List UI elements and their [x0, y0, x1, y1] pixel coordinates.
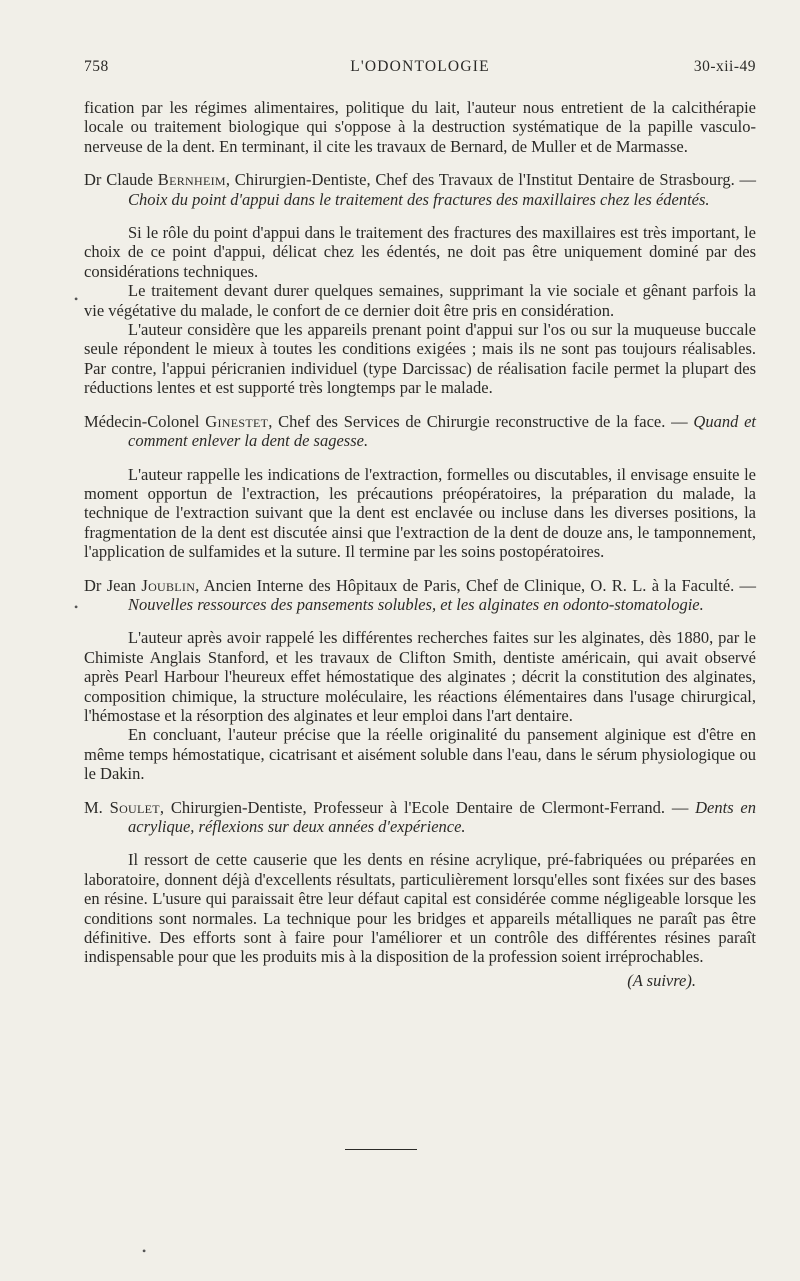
entry-role: , Chef des Services de Chirurgie reconstructive de la face. —: [268, 411, 688, 431]
margin-speck: •: [142, 1244, 147, 1258]
entry-title: M.: [84, 797, 103, 817]
paragraph: fication par les régimes alimentaires, politique du lait, l'auteur nous entretient de la calcithérapie locale ou traitement biologique qui s'oppose à la destruction systématique de la papille vasculo-nerveuse de la dent. En terminant, il cite les travaux de Bernard, de Muller et de Marmasse.: [84, 98, 756, 156]
entry-bernheim: [84, 170, 756, 209]
paragraph: En concluant, l'auteur précise que la réelle originalité du pansement alginique est d'être en même temps hémostatique, cicatrisant et aisément soluble dans l'eau, dans le sérum physiologique ou le Dakin.: [84, 725, 756, 784]
running-header: [84, 58, 756, 80]
page-number: 758: [84, 58, 109, 75]
issue-date: 30-xii-49: [693, 58, 756, 75]
article-body: [84, 98, 756, 990]
journal-title: L'ODONTOLOGIE: [350, 58, 490, 75]
entry-author: Bernheim: [157, 170, 226, 190]
paragraph: L'auteur après avoir rappelé les différentes recherches faites sur les alginates, dès 1880, par le Chimiste Anglais Stanford, et les travaux de Clifton Smith, dentiste américain, qui avait observé après Pearl Harbour l'heureux effet hémostatique des alginates ; décrit la constitution des alginates, composition chimique, la structure moléculaire, les réactions élémentaires dans l'usage chirurgical, l'hémostase et la résorption des alginates et leur emploi dans l'art dentaire.: [84, 628, 756, 725]
entry-firstname: Jean: [106, 575, 137, 595]
entry-ginestet: [84, 412, 756, 451]
entry-soulet: [84, 798, 756, 837]
paragraph: Il ressort de cette causerie que les dents en résine acrylique, pré-fabriquées ou préparées en laboratoire, donnent déjà d'excellents résultats, particulièrement lorsqu'elles sont fixées sur des bases en résine. L'usure qui paraissait être leur défaut capital est considérée comme négligeable lorsque les conditions sont normales. La technique pour les bridges et appareils métalliques ne paraît pas être définitive. Des efforts sont à faire pour l'améliorer et un contrôle des différentes résines paraît indispensable pour que les produits mis à la disposition de la profession soient irréprochables.: [84, 850, 756, 967]
entry-topic: Dents en acrylique, réflexions sur deux années d'expérience.: [128, 797, 756, 836]
entry-author: Joublin: [141, 575, 196, 595]
margin-speck: •: [74, 292, 79, 306]
entry-topic: Choix du point d'appui dans le traitement des fractures des maxillaires chez les édentés.: [128, 189, 710, 209]
entry-topic: Nouvelles ressources des pansements solubles, et les alginates en odonto-stomatologie.: [128, 594, 704, 614]
entry-role: , Ancien Interne des Hôpitaux de Paris, Chef de Clinique, O. R. L. à la Faculté. —: [195, 575, 756, 595]
paragraph: L'auteur rappelle les indications de l'extraction, formelles ou discutables, il envisage ensuite le moment opportun de l'extraction, les précautions préopératoires, la préparation du malade, la technique de l'extraction suivant que la dent est enclavée ou incluse dans les diverses positions, la fragmentation de la dent est discutée ainsi que l'extraction de la dent de douze ans, le tamponnement, l'application de sulfamides et la suture. Il termine par les soins postopératoires.: [84, 464, 756, 562]
paragraph: Si le rôle du point d'appui dans le traitement des fractures des maxillaires est très important, le choix de ce point d'appui, délicat chez les édentés, ne doit pas être uniquement dominé par des considérations techniques.: [84, 223, 756, 281]
entry-topic: Quand et comment enlever la dent de sagesse.: [128, 411, 757, 451]
entry-title: Dr: [84, 575, 102, 595]
end-rule: [345, 1149, 417, 1150]
entry-author: Soulet: [109, 797, 160, 817]
entry-firstname: Claude: [106, 170, 153, 190]
entry-role: , Chirurgien-Dentiste, Chef des Travaux de l'Institut Dentaire de Strasbourg. —: [225, 170, 757, 190]
entry-joublin: [84, 576, 756, 615]
to-be-continued: (A suivre).: [627, 970, 696, 990]
entry-title: Dr: [84, 170, 102, 190]
margin-speck: •: [74, 600, 79, 614]
entry-role: , Chirurgien-Dentiste, Professeur à l'Ecole Dentaire de Clermont-Ferrand. —: [159, 797, 689, 817]
entry-author: Ginestet: [205, 411, 269, 431]
paragraph: Le traitement devant durer quelques semaines, supprimant la vie sociale et gênant parfois la vie végétative du malade, le confort de ce dernier doit être pris en considération.: [84, 281, 756, 320]
entry-title: Médecin-Colonel: [84, 411, 200, 431]
paragraph: L'auteur considère que les appareils prenant point d'appui sur l'os ou sur la muqueuse buccale seule répondent le mieux à toutes les conditions exigées ; mais ils ne sont pas toujours réalisables. Par contre, l'appui péricranien individuel (type Darcissac) de réalisation facile permet la plupart des réductions lentes et est supporté très longtemps par le malade.: [84, 320, 756, 398]
